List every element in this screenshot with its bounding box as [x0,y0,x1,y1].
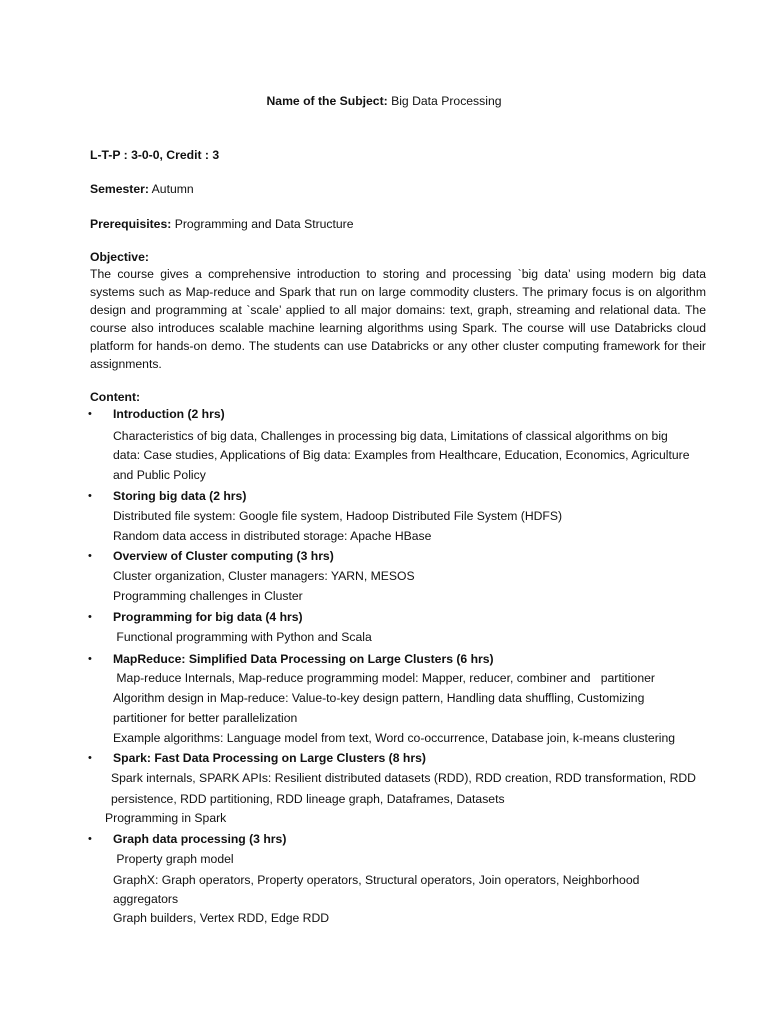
topic-line: and Public Policy [113,468,206,482]
prerequisites-label: Prerequisites: [90,217,172,231]
ltp-credit: L-T-P : 3-0-0, Credit : 3 [90,148,220,162]
topic-line: Property graph model [113,852,234,866]
objective-heading: Objective: [90,250,149,264]
topic-line: Algorithm design in Map-reduce: Value-to-key design pattern, Handling data shuffling, Customizing [113,691,645,705]
semester-label: Semester: [90,182,149,196]
topic-line: Random data access in distributed storage: Apache HBase [113,529,432,543]
topic-line: Characteristics of big data, Challenges in processing big data, Limitations of classical algorithms on big [113,429,668,443]
topic-heading-graph: Graph data processing (3 hrs) [113,832,287,846]
topic-heading-cluster: Overview of Cluster computing (3 hrs) [113,549,334,563]
topic-line: Example algorithms: Language model from text, Word co-occurrence, Database join, k-means clustering [113,731,676,745]
topic-line: data: Case studies, Applications of Big data: Examples from Healthcare, Education, Economics, Agriculture [113,448,690,462]
topic-line: Functional programming with Python and Scala [113,630,372,644]
bullet-icon: • [88,408,92,420]
subject-title [0,93,768,109]
prerequisites-value: Programming and Data Structure [174,217,354,231]
topic-heading-programming: Programming for big data (4 hrs) [113,610,303,624]
topic-line: Graph builders, Vertex RDD, Edge RDD [113,911,330,925]
semester-value: Autumn [151,182,194,196]
topic-line: Cluster organization, Cluster managers: YARN, MESOS [113,569,415,583]
bullet-icon: • [88,490,92,502]
bullet-icon: • [88,653,92,665]
topic-line: Distributed file system: Google file system, Hadoop Distributed File System (HDFS) [113,509,563,523]
topic-line: aggregators [113,892,179,906]
topic-heading-spark: Spark: Fast Data Processing on Large Clusters (8 hrs) [113,751,426,765]
bullet-icon: • [88,752,92,764]
subject-title-value: Big Data Processing [391,94,502,108]
topic-heading-introduction: Introduction (2 hrs) [113,407,225,421]
bullet-icon: • [88,611,92,623]
topic-heading-mapreduce: MapReduce: Simplified Data Processing on Large Clusters (6 hrs) [113,652,494,666]
content-heading: Content: [90,390,141,404]
topic-heading-storing: Storing big data (2 hrs) [113,489,247,503]
prerequisites-line [90,216,354,232]
subject-title-label: Name of the Subject: [266,94,388,108]
objective-paragraph: The course gives a comprehensive introduction to storing and processing `big data’ using modern big data systems such as Map-reduce and Spark that run on large commodity clusters. The primary focus is on algorithm design and programming at `scale’ applied to all major domains: text, graph, streaming and relational data. The course also introduces scalable machine learning algorithms using Spark. The course will use Databricks cloud platform for hands-on demo. The students can use Databricks or any other cluster computing framework for their assignments. [90,267,706,371]
topic-line: Spark internals, SPARK APIs: Resilient distributed datasets (RDD), RDD creation, RDD transformation, RDD [111,771,696,785]
bullet-icon: • [88,550,92,562]
topic-line: persistence, RDD partitioning, RDD lineage graph, Dataframes, Datasets [111,792,505,806]
topic-line: Programming in Spark [105,811,227,825]
semester-line [90,181,194,197]
topic-line: Programming challenges in Cluster [113,589,303,603]
topic-line: GraphX: Graph operators, Property operators, Structural operators, Join operators, Neighborhood [113,873,640,887]
topic-line: partitioner for better parallelization [113,711,298,725]
bullet-icon: • [88,833,92,845]
topic-line: Map-reduce Internals, Map-reduce programming model: Mapper, reducer, combiner and partitioner [113,671,655,685]
